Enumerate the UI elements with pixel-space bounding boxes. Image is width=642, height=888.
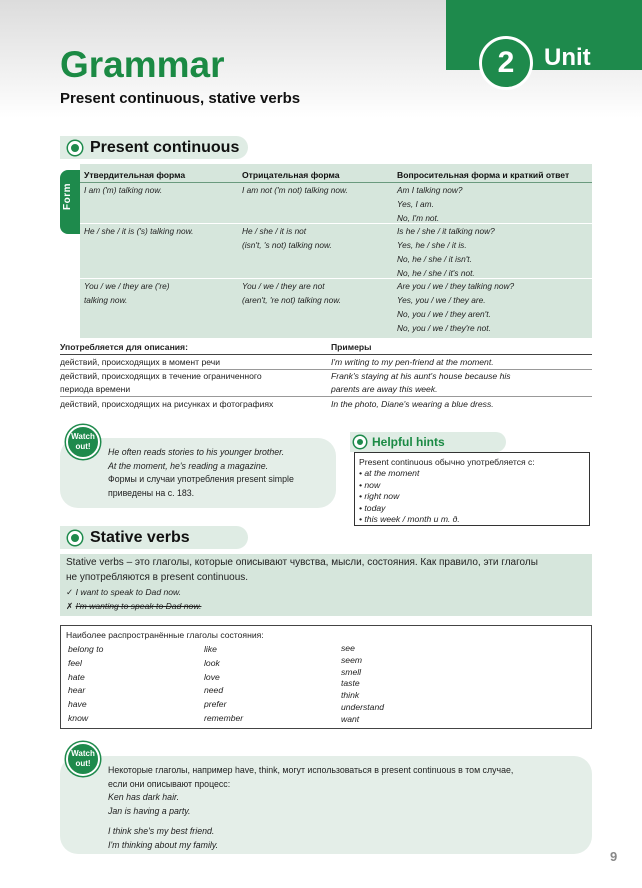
page-number: 9	[610, 849, 618, 864]
watch-out-text: Некоторые глаголы, например have, think, могут использоваться в present continuous в том случае, если они описывают процесс: Ken has dark hair. Jan is having a party. I think she's my best friend. I'm thinking about my family.	[108, 765, 514, 850]
section-heading-text: Present continuous	[90, 138, 240, 156]
usage-header-left: Употребляется для описания:	[60, 342, 188, 352]
wrong-example: ✗ I'm wanting to speak to Dad now.	[66, 601, 202, 611]
table-cell: Am I talking now? Yes, I am. No, I'm not.	[397, 185, 463, 223]
helpful-hints-box	[354, 452, 590, 526]
table-cell: You / we / they are ('re) talking now.	[84, 281, 170, 305]
stative-definition-box	[60, 554, 592, 616]
helpful-hints-list	[359, 468, 460, 526]
usage-example: Frank's staying at his aunt's house because his parents are away this week.	[331, 371, 511, 394]
stative-verb-list	[60, 625, 592, 729]
form-table	[80, 164, 592, 338]
bullet-icon	[68, 531, 82, 545]
section-heading-present-continuous	[60, 136, 248, 159]
unit-label: Unit	[544, 44, 591, 71]
verb-column: see seem smell taste think understand want	[341, 643, 385, 724]
cross-icon: ✗	[66, 601, 74, 611]
column-header: Вопросительная форма и краткий ответ	[397, 170, 570, 180]
usage-example: In the photo, Diane's wearing a blue dress.	[331, 399, 494, 409]
column-header: Утвердительная форма	[84, 170, 186, 180]
divider	[60, 396, 592, 397]
check-icon: ✓	[66, 587, 74, 597]
helpful-hints-heading	[350, 432, 506, 452]
page-title: Grammar	[60, 44, 225, 85]
unit-number: 2	[479, 36, 533, 90]
bullet-icon	[68, 141, 82, 155]
usage-left: действий, происходящих в момент речи	[60, 357, 221, 367]
list-item: • at the moment	[359, 468, 420, 478]
list-item: • today	[359, 502, 386, 513]
verb-column: belong to feel hate hear have know	[68, 644, 104, 723]
watch-out-badge: Watch out!	[66, 425, 100, 459]
list-item: • this week / month и т. д.	[359, 514, 460, 524]
table-cell: He / she / it is not (isn't, 's not) talking now.	[242, 226, 332, 250]
stative-definition: Stative verbs – это глаголы, которые описывают чувства, мысли, состояния. Как правило, эти глаголы не употребляются в present continuous.	[66, 557, 538, 583]
verb-list-title: Наиболее распространённые глаголы состояния:	[66, 630, 264, 640]
bullet-icon	[354, 436, 366, 448]
table-cell: I am not ('m not) talking now.	[242, 185, 348, 195]
form-tab	[60, 170, 80, 234]
divider	[60, 354, 592, 355]
table-cell: Is he / she / it talking now? Yes, he / she / it is. No, he / she / it isn't. No, he / she / it's not.	[397, 226, 495, 278]
table-cell: You / we / they are not (aren't, 're not) talking now.	[242, 281, 342, 305]
usage-left: действий, происходящих на рисунках и фотографиях	[60, 399, 274, 409]
table-cell: I am ('m) talking now.	[84, 185, 163, 195]
section-heading-text: Stative verbs	[90, 528, 190, 546]
usage-left: действий, происходящих в течение ограниченного периода времени	[60, 371, 262, 394]
watch-out-text: He often reads stories to his younger brother. At the moment, he's reading a magazine. Формы и случаи употребления present simple приведены на с. 183.	[108, 447, 294, 498]
correct-example: ✓ I want to speak to Dad now.	[66, 587, 182, 597]
table-cell: He / she / it is ('s) talking now.	[84, 226, 194, 236]
page-subtitle: Present continuous, stative verbs	[60, 90, 301, 107]
form-tab-label: Form	[62, 183, 73, 210]
list-item: • right now	[359, 491, 400, 501]
usage-example: I'm writing to my pen-friend at the moment.	[331, 357, 494, 367]
column-header: Отрицательная форма	[242, 170, 340, 180]
verb-column: like look love need prefer remember	[204, 644, 244, 723]
usage-header-right: Примеры	[331, 342, 372, 352]
helpful-hints-intro: Present continuous обычно употребляется с:	[359, 457, 535, 467]
section-heading-stative-verbs	[60, 526, 248, 549]
table-cell: Are you / we / they talking now? Yes, you / we / they are. No, you / we / they aren't. No, you / we / they're not.	[397, 281, 515, 333]
helpful-hints-title: Helpful hints	[372, 435, 445, 449]
watch-out-badge: Watch out!	[66, 742, 100, 776]
list-item: • now	[359, 479, 381, 490]
